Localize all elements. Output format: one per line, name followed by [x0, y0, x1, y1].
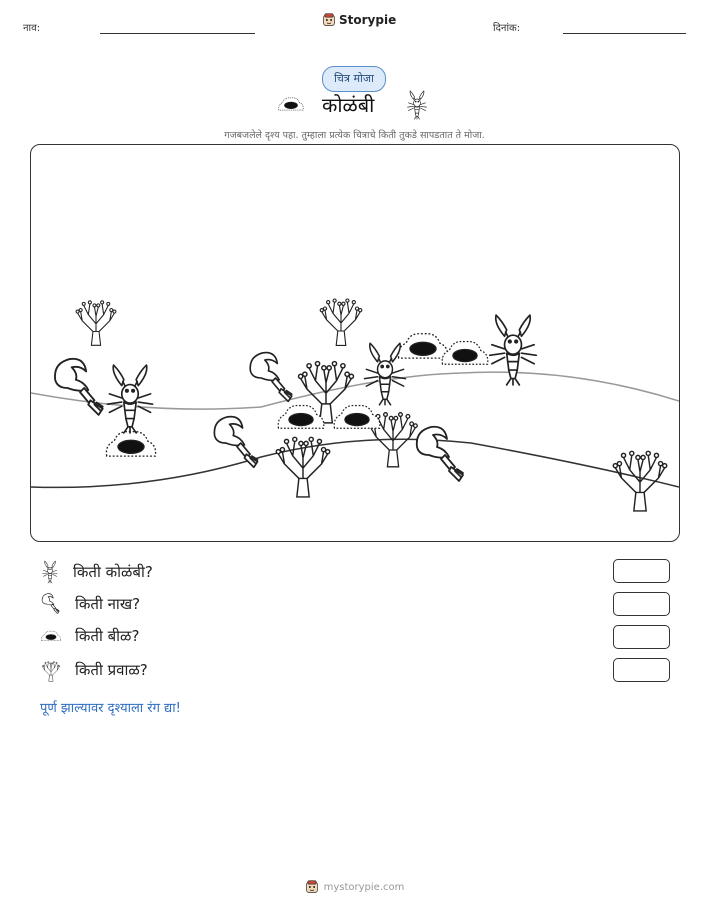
question-text: किती नाख? — [75, 595, 141, 613]
question-text: किती प्रवाळ? — [75, 661, 148, 679]
shrimp-3 — [490, 315, 537, 385]
brand-logo — [322, 13, 396, 27]
claw-2 — [250, 353, 292, 402]
burrow-5 — [442, 341, 488, 364]
burrow-2 — [278, 405, 324, 428]
question-coral — [40, 658, 148, 682]
footer — [0, 880, 709, 894]
answer-box-burrow[interactable] — [613, 625, 670, 649]
coral-6 — [613, 451, 666, 511]
burrow-4 — [398, 334, 447, 359]
question-burrow — [40, 624, 139, 648]
mascot-icon — [322, 13, 336, 27]
burrow-3 — [334, 405, 380, 428]
burrow-icon — [277, 96, 305, 112]
date-field-line[interactable] — [563, 33, 686, 34]
shrimp-2 — [364, 343, 405, 405]
answer-box-coral[interactable] — [613, 658, 670, 682]
claw-1 — [55, 359, 103, 415]
question-shrimp — [40, 560, 153, 584]
coral-icon — [40, 658, 62, 682]
question-text: किती कोळंबी? — [73, 563, 153, 581]
counting-scene[interactable] — [30, 144, 680, 542]
shrimp-1 — [107, 365, 152, 433]
coral-5 — [276, 437, 329, 497]
claw-4 — [417, 427, 463, 481]
page-title: कोळंबी — [322, 93, 375, 117]
scene-drawing — [31, 145, 679, 541]
coral-2 — [320, 299, 362, 345]
answer-box-shrimp[interactable] — [613, 559, 670, 583]
footer-site[interactable]: mystorypie.com — [323, 881, 405, 893]
name-label: नाव: — [23, 23, 41, 34]
burrow-icon — [40, 629, 62, 643]
activity-badge: चित्र मोजा — [322, 66, 386, 92]
name-field-line[interactable] — [100, 33, 255, 34]
mascot-icon — [305, 880, 319, 894]
question-claw — [40, 592, 140, 616]
answer-box-claw[interactable] — [613, 592, 670, 616]
date-label: दिनांक: — [493, 23, 521, 34]
claw-icon — [40, 593, 62, 615]
instruction-text: गजबजलेले दृश्य पहा. तुम्हाला प्रत्येक चित्राचे किती तुकडे सापडतात ते मोजा. — [224, 130, 485, 141]
coral-1 — [76, 301, 116, 345]
coloring-note: पूर्ण झाल्यावर दृश्याला रंग द्या! — [40, 701, 181, 716]
burrow-1 — [106, 432, 155, 457]
question-text: किती बीळ? — [75, 627, 140, 645]
claw-3 — [214, 417, 257, 468]
shrimp-icon — [40, 560, 60, 584]
brand-name: Storypie — [339, 13, 397, 27]
shrimp-icon — [404, 90, 430, 120]
